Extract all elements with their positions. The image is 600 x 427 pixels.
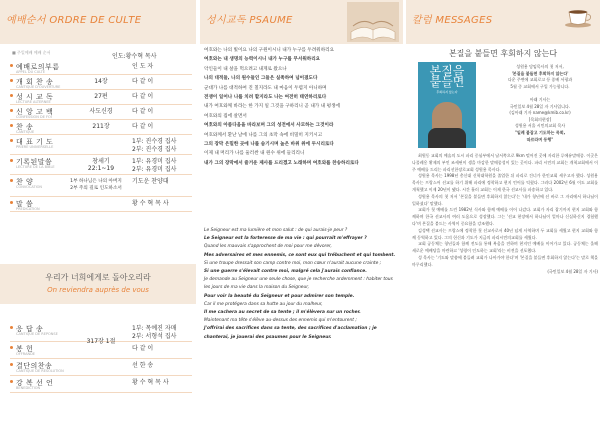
bullet-icon (10, 201, 13, 204)
order-item-leader: 인 도 자 (132, 63, 154, 70)
order-item-name: 대 표 기 도 (16, 138, 54, 146)
intro-line: 성원용 담임목사의 첫 저서, (516, 64, 564, 69)
return-title-fr: On reviendra auprès de vous (47, 286, 149, 294)
order-item-ref: 사도신경 (89, 108, 113, 115)
verse-line: Car il me protégera dans sa hutte au jour du malheur, (204, 301, 323, 307)
order-title-fr: ORDRE DE CULTE (49, 15, 142, 26)
message-paragraph: 성원용 목사의 첫 저서 '본질을 붙들면 후회하지 않는다'는 '내가 청년에 선 바로 그 자리에서 하나님이 일하셨다' 말했다. (412, 193, 598, 206)
bullet-icon (10, 64, 13, 67)
bullet-icon (10, 159, 13, 162)
order-item-name: 기록된말씀 (16, 158, 53, 166)
order-item (10, 90, 192, 105)
verse-line: Maintenant ma tête s'élève au-dessus des ennemis qui m'entourent ; (204, 318, 357, 324)
verse-line: Il me cachera au secret de sa tente ; il m'élèvera sur un rocher. (204, 310, 361, 316)
return-header (0, 264, 196, 304)
order-item-name: 말 씀 (16, 200, 34, 208)
order-item-eng: CANTIQUE DE RESOLUTION (16, 369, 64, 373)
bullet-icon (10, 179, 13, 182)
return-title-kr: 우리가 너희에게로 돌아오리라 (45, 273, 151, 282)
order-item (10, 359, 192, 376)
preacher-label: 인도:황수혁 목사 (112, 53, 157, 60)
message-title-fr: MESSAGES (435, 15, 493, 26)
verse-line: 여호와는 나의 빛이요 나의 구원이시니 내가 누구를 두려워하리요 (204, 48, 335, 53)
order-item-leader: 1부: 유경미 집사 2부: 유경미 집사 (132, 158, 177, 173)
order-header-title (6, 11, 141, 26)
intro-line: 따르라며 동행" (526, 136, 554, 142)
order-item-eng: LECTURE DE LA BIBLE (16, 165, 55, 169)
order-item-eng: CONFESSION DE FOI (16, 115, 52, 119)
bullet-icon (10, 363, 13, 366)
order-title-kr: 예배순서 (6, 15, 46, 26)
order-item-leader: 황 수 혁 목 사 (132, 200, 169, 207)
psalm-header-title (206, 11, 293, 26)
verse-line: Quand les mauvais s'approchent de moi pour me dévorer, (204, 244, 332, 250)
intro-line (482, 90, 598, 97)
verse-line: Pour voir la beauté du Seigneur et pour admirer son temple. (204, 293, 355, 299)
bullet-icon (10, 326, 13, 329)
verse-line: Si une guerre s'élevait contre moi, malgré cela j'aurais confiance. (204, 269, 367, 275)
order-item-name: 응 답 송 (16, 325, 44, 333)
order-item-name: 찬 양 (16, 178, 34, 186)
bullet-icon (10, 79, 13, 82)
bullet-icon (10, 139, 13, 142)
message-paragraph: 최원동 교회의 예술의 도시 파리 중심부에서 남서쪽으로 9km 떨어진 곳에 자리한 루에유말메종. 이곳은 나폴레옹 황제의 부인 조세핀이 생을 마감한 말메종성이 있는 곳이다. 파리 시민의 교회는 개척교회에서 이 주 예배를 드리는 파리선한장로교회 성원용 목사다. (412, 153, 598, 172)
order-item-leader: 다 같 이 (132, 108, 154, 115)
verse-line: Si une troupe dressait son camp contre moi, mon cœur n'aurait aucune crainte ; (204, 260, 382, 266)
book-cover-subtitle: 후회하지 않는다 (436, 90, 458, 94)
order-item-leader: 1부: 진수경 집사 2부: 진수경 집사 (132, 138, 177, 153)
intro-line: 다운 주변에 교회로고 등 종배 서평과 (507, 77, 573, 83)
order-item (10, 175, 192, 197)
order-item-name: 예배로의부름 (16, 63, 60, 71)
verse-line: 그의 장막 은밀한 곳에 나를 숨기시며 높은 바위 위에 두시리로다 (204, 142, 334, 148)
order-item-leader: 다 같 이 (132, 93, 154, 100)
message-title-kr: 칼럼 (412, 15, 432, 26)
order-item (10, 105, 192, 120)
closing-order-list (10, 322, 192, 393)
order-item-eng: CANTIQUE D'OUVERTURE (16, 85, 61, 89)
order-item-eng: OFFRANDE (16, 352, 35, 356)
psalm-french-text (204, 227, 400, 342)
order-item-leader: 기도운 찬양대 (132, 178, 169, 185)
order-item (10, 120, 192, 135)
order-item (10, 60, 192, 75)
intro-line: 성원용 서울 시민의교회 목사 (514, 123, 566, 129)
message-paragraph: 성원용 목사는 1998년 총신대 신학대학원을 졸업한 뒤 파리로 건너가 한인교회 세우고자 했다. 성원용 목사는 프랑스어 선교를 하기 위해 파리에 정착하고 현지 언어를 익혔다. 그러다 2002년 6월 이도 교회를 개척했고 이제 20년이 됐다. 시간 흘러 교회는 이제 한국 선교사를 파송하고 있다. (412, 173, 598, 192)
message-paragraph: 성 목사는 '기도와 말씀에 붙들려 교회가 나아가야 한다'며 '본질을 붙들면 후회하지 않는다'는 말로 책을 마무리했다. (412, 254, 598, 267)
psalm-column (200, 0, 403, 427)
order-item-name: 신 앙 고 백 (16, 108, 54, 116)
coffee-cup-icon (564, 6, 594, 28)
order-item-leader: 황 수 혁 목 사 (132, 379, 169, 386)
verse-line: 여호와는 내 생명의 능력이시니 내가 누구를 무서워하리요 (204, 57, 321, 63)
intro-line: 5월 중 교회에서 구입 가능합니다. (510, 83, 570, 89)
intro-line: '본질을 붙들면 후회하지 않는다' (511, 70, 569, 76)
psalm-title-kr: 성시교독 (206, 15, 246, 26)
bullet-icon (10, 109, 13, 112)
order-item-leader: 선 한 송 (132, 362, 154, 369)
psalm-header (200, 0, 403, 44)
verse-line: 전쟁이 일어나 나를 치려 할지라도 나는 여전히 태연하리로다 (204, 95, 327, 101)
order-item-eng: CANTIQUE (16, 130, 35, 134)
order-item-name: 찬 송 (16, 123, 34, 131)
verse-line: Je demande au Seigneur une seule chose, que je recherche ardemment : habiter tous les jours de ma vie dans la maison du Seigneur, (204, 277, 393, 291)
message-paragraph: 교회 공동체는 청년들과 함께 전도를 통해 복음을 전하며 현지인 예배를 이어가고 있다. 공동체는 올해 새로운 예배당을 마련하고 '성령이 인도하는 교회'라는 비전을 선포했다. (412, 241, 598, 254)
bullet-icon (10, 124, 13, 127)
order-item (10, 376, 192, 393)
psalm-korean-text (204, 46, 400, 168)
order-item-eng: PREDICATION (16, 207, 40, 211)
verse-line: 내가 그의 장막에서 즐거운 제사를 드리겠고 노래하며 여호와를 찬송하리로다 (204, 160, 359, 166)
message-column (406, 0, 600, 427)
order-of-service-column (0, 0, 196, 427)
intro-line: 아래 기사는 (529, 96, 551, 102)
order-item-name: 봉 헌 (16, 345, 34, 353)
verse-line: 악인들이 내 살을 먹으려고 내게로 왔으나 (204, 66, 287, 72)
book-intro (482, 64, 598, 143)
order-item-ref: 창세기 22:1~19 (87, 158, 115, 172)
message-header (406, 0, 600, 44)
author-photo-body (428, 128, 466, 148)
order-item-name: 개 회 찬 송 (16, 78, 54, 86)
order-item-eng: LECTURE ALTERNEE (16, 100, 51, 104)
order-item-ref: 27편 (94, 93, 108, 100)
message-header-title (412, 11, 492, 26)
order-item (10, 135, 192, 155)
order-item-ref: 211장 (92, 123, 110, 130)
order-item-leader: 1부: 목예진 자매 2부: 서형석 집사 (132, 325, 177, 340)
verse-line: Le Seigneur est ma lumière et mon salut : de qui aurais-je peur ? (204, 228, 348, 233)
verse-line: 여호와의 아름다움을 바라보며 그의 성전에서 사모하는 그것이라 (204, 123, 334, 129)
message-paragraph: 김성택 선교사는 프랑스에 정착한 첫 선교사로서 40년 넘게 사역하며 두 교회를 세웠고 현지 교회와 함께 동역하고 있다. 그의 헌신과 기도가 지금의 파리시민의교회를 세웠다. (412, 227, 598, 240)
order-item-leader: 다 같 이 (132, 123, 154, 130)
bullet-icon (10, 94, 13, 97)
order-item (10, 155, 192, 175)
order-item-ref: 14장 (94, 78, 108, 85)
verse-line: 여호와께서 환난 날에 나를 그의 초막 속에 비밀히 지키시고 (204, 132, 323, 138)
order-item (10, 75, 192, 90)
verse-line: 나의 대적들, 나의 원수들인 그들은 실족하여 넘어졌도다 (204, 76, 318, 82)
verse-line: Mes adversaires et mes ennemis, ce sont eux qui trébuchent et qui tombent. (204, 252, 396, 258)
order-header (0, 0, 196, 44)
intro-line: 국민일보 4월 28일 자 기사입니다. (509, 103, 571, 109)
order-item-name: 강 복 선 언 (16, 379, 54, 387)
order-item (10, 322, 192, 345)
intro-line: [목회의현장] (528, 116, 552, 122)
order-item-leader: 다 같 이 (132, 345, 154, 352)
order-item-eng: CANTIQUE DE REPONSE (16, 332, 58, 336)
book-cover-title: 본질을 붙들면 (429, 64, 465, 89)
order-item-eng: CONVOCATION (16, 185, 43, 189)
message-source: (국민일보 4월 28일 자 기사) (547, 268, 598, 274)
verse-line: 이제 내 머리가 나를 둘러싼 내 원수 위에 들리리니 (204, 151, 305, 157)
intro-line: "일례 붙잡고 기도하는 목회, (514, 129, 566, 135)
order-subtitle: ■ 주일예배 예배 순서 (12, 50, 51, 55)
intro-line: (김아래 기자 name@kmib.co.kr) (509, 110, 571, 116)
verse-line: Le Seigneur est la forteresse de ma vie : qui pourrait m'effrayer ? (204, 236, 367, 242)
message-title: 본질을 붙들면 후회하지 않는다 (448, 49, 558, 58)
bullet-icon (10, 346, 13, 349)
verse-line: J'offrirai des sacrifices dans sa tente, des sacrifices d'acclamation ; je chanterai, je jouerai des psaumes pour le Seigneur. (204, 326, 377, 340)
verse-line: 내가 여호와께 바라는 한 가지 일 그것을 구하리니 곧 내가 내 평생에 (204, 104, 340, 110)
order-item-leader: 다 같 이 (132, 78, 154, 85)
message-body (412, 153, 598, 275)
order-item-name: 결단의찬송 (16, 362, 53, 370)
order-item-name: 성 시 교 독 (16, 93, 54, 101)
verse-line: 군대가 나를 대적하여 진 칠지라도 내 마음이 두렵지 아니하며 (204, 85, 327, 91)
order-item-ref: 317장 1절 (86, 338, 116, 345)
order-list (10, 60, 192, 212)
order-item-eng: APPEL DU CULTE (16, 70, 46, 74)
order-item-ref: 1부 하나님은 나의 아버지 2부 주의 길로 인도하소서 (70, 179, 122, 191)
order-item-eng: PRIERE UNIVERSELLE (16, 145, 54, 149)
order-item-eng: BENEDICTION (16, 386, 41, 390)
psalm-title-fr: PSAUME (249, 15, 293, 26)
book-cover (418, 62, 476, 148)
verse-line: 여호와의 집에 살면서 (204, 113, 247, 119)
open-book-icon (347, 2, 399, 42)
order-item (10, 197, 192, 212)
order-item (10, 342, 192, 359)
message-paragraph: 교회가 첫 예배를 드린 1982년 식사와 함께 예배를 이어 나갔다. 교회가 자리 잡기까지 현지 교회와 함께하며 한국 선교사의 여러 도움으로 성장했다. 그는 '선교 현장에서 하나님이 얼마나 신실하신지 경험했다'며 본질을 붙드는 사역이 중요함을 강조했다. (412, 207, 598, 226)
bullet-icon (10, 380, 13, 383)
